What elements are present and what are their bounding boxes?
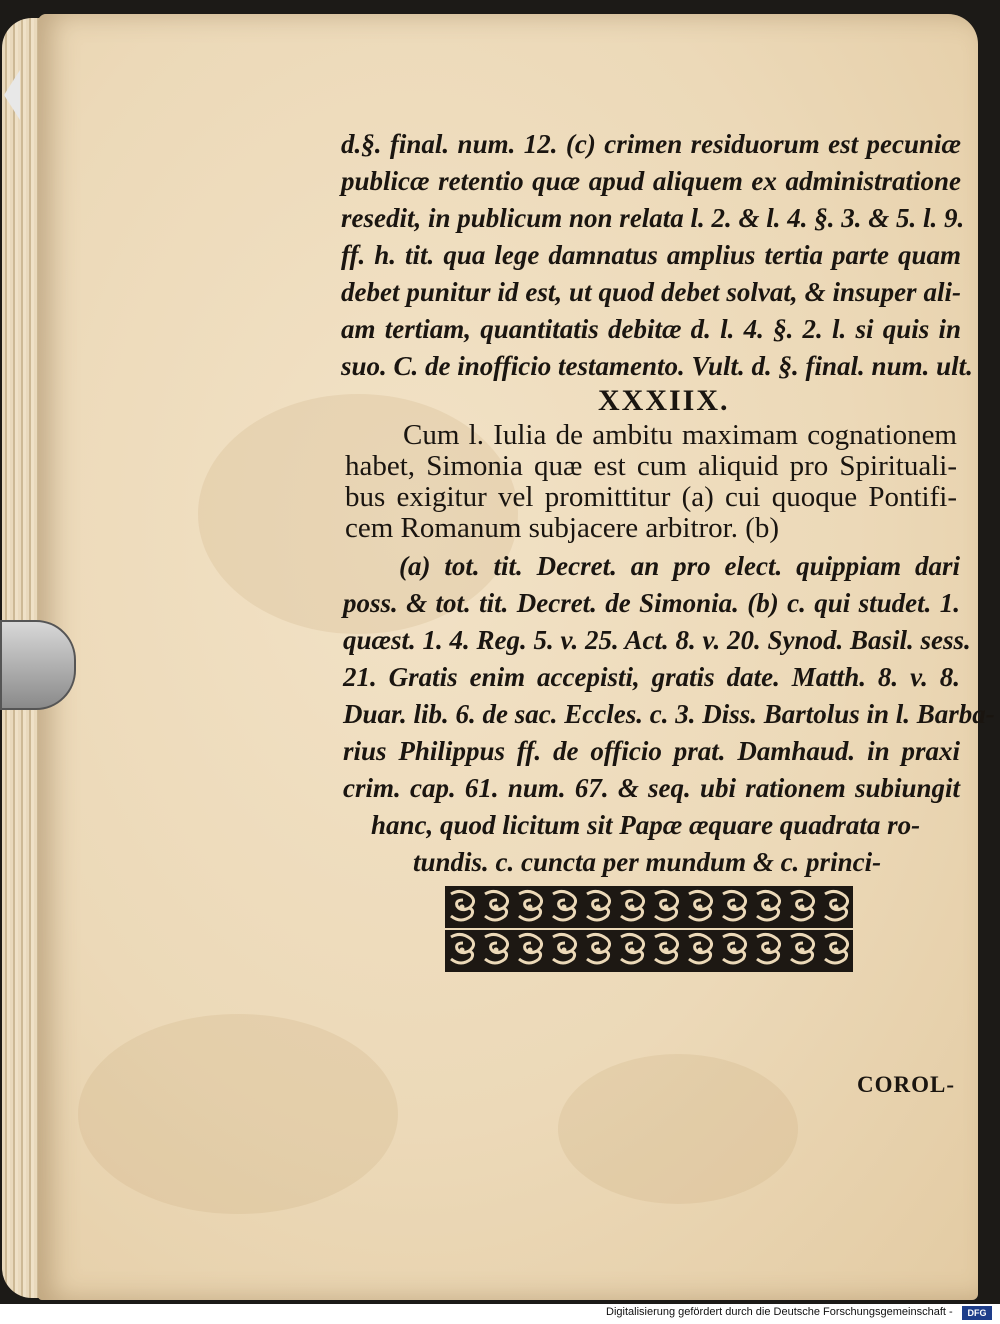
text-line: debet punitur id est, ut quod debet solvat, & insuper ali-	[341, 277, 961, 307]
page-stain	[78, 1014, 398, 1214]
text-line: ff. h. tit. qua lege damnatus amplius tertia parte quam	[341, 240, 961, 270]
text-line: habet, Simonia quæ est cum aliquid pro Spirituali-	[345, 450, 957, 482]
text-line: d.§. final. num. 12. (c) crimen residuorum est pecuniæ	[341, 129, 961, 159]
text-line: Cum l. Iulia de ambitu maximam cognationem	[403, 419, 957, 451]
text-line: poss. & tot. tit. Decret. de Simonia. (b) c. qui studet. 1.	[343, 588, 960, 618]
text-line: suo. C. de inofficio testamento. Vult. d. §. final. num. ult.	[341, 351, 973, 381]
text-line: publicæ retentio quæ apud aliquem ex administratione	[341, 166, 961, 196]
digitization-footer: Digitalisierung gefördert durch die Deutsche Forschungsgemeinschaft -	[606, 1306, 953, 1318]
text-line: quæst. 1. 4. Reg. 5. v. 25. Act. 8. v. 20. Synod. Basil. sess.	[343, 625, 971, 655]
ornament-band	[445, 886, 853, 972]
text-line: Duar. lib. 6. de sac. Eccles. c. 3. Diss. Bartolus in l. Barba-	[343, 699, 995, 729]
text-line: am tertiam, quantitatis debitæ d. l. 4. §. 2. l. si quis in	[341, 314, 961, 344]
text-line: hanc, quod licitum sit Papæ æquare quadrata ro-	[371, 810, 921, 840]
text-line: cem Romanum subjacere arbitror. (b)	[345, 512, 780, 544]
thesis-heading: XXXIIX.	[598, 384, 730, 417]
text-line: 21. Gratis enim accepisti, gratis date. Matth. 8. v. 8.	[343, 662, 960, 692]
dfg-logo: DFG	[962, 1306, 992, 1320]
thesis-text	[345, 420, 957, 544]
page-stain	[558, 1054, 798, 1204]
text-line: resedit, in publicum non relata l. 2. & l. 4. §. 3. & 5. l. 9.	[341, 203, 965, 233]
footnotes	[343, 548, 995, 918]
text-line: rius Philippus ff. de officio prat. Damhaud. in praxi	[343, 736, 960, 766]
text-line: crim. cap. 61. num. 67. & seq. ubi rationem subiungit	[343, 773, 960, 803]
text-line: (a) tot. tit. Decret. an pro elect. quippiam dari	[399, 551, 960, 581]
text-line: bus exigitur vel promittitur (a) cui quoque Pontifi-	[345, 481, 957, 513]
text-line: tundis. c. cuncta per mundum & c. princi-	[413, 847, 882, 877]
note-block-top	[341, 126, 973, 385]
catchword: COROL-	[857, 1072, 955, 1097]
book-clip	[0, 620, 76, 710]
